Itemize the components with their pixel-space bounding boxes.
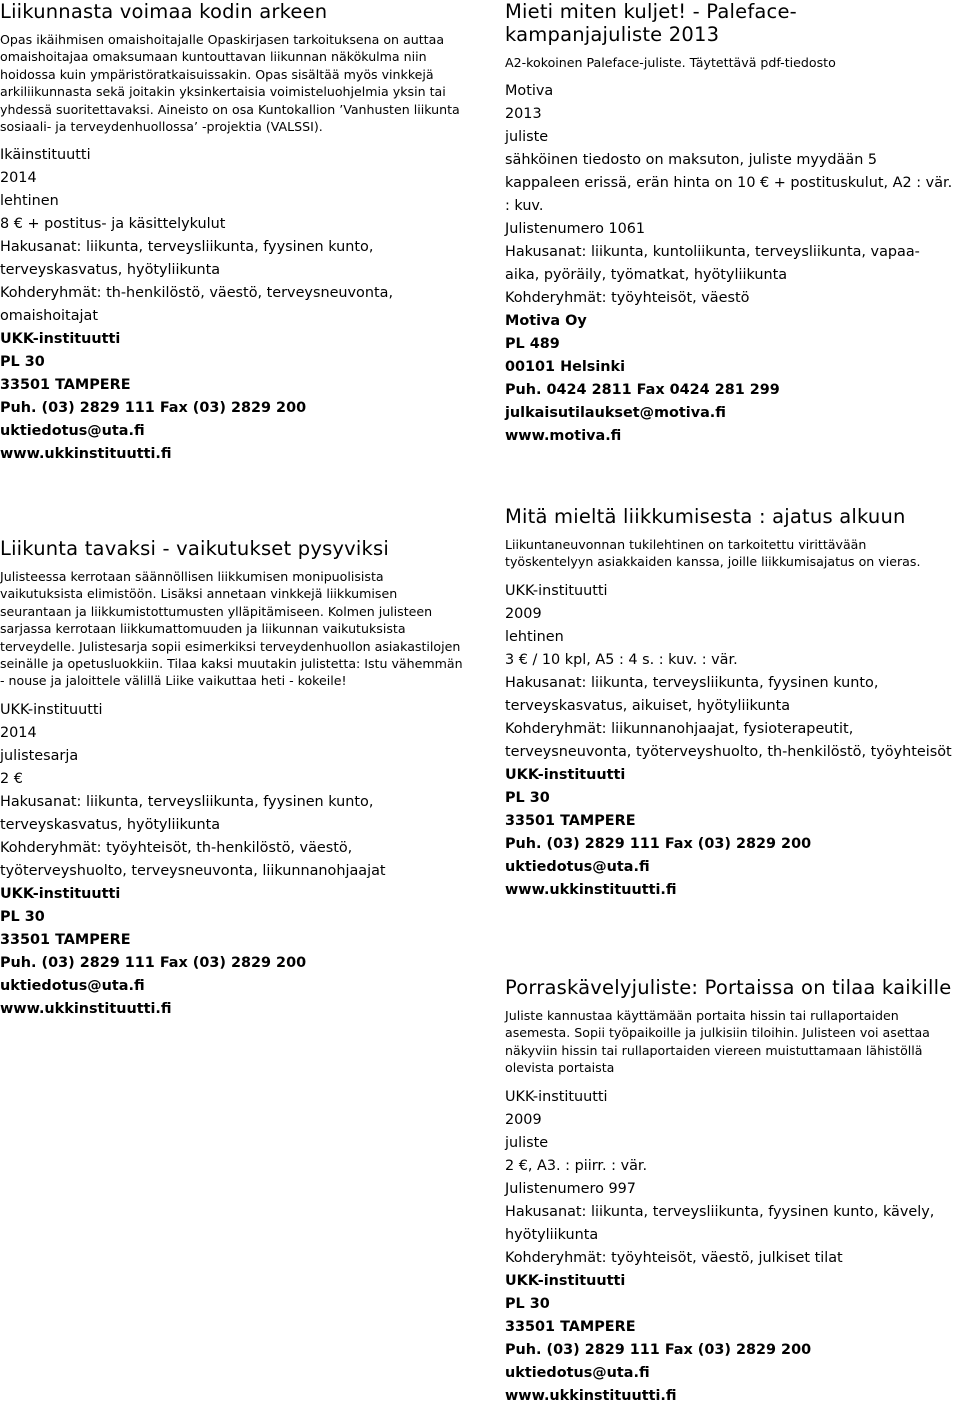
entry-audience: Kohderyhmät: työyhteisöt, väestö, julkiset tilat [505,1249,843,1266]
entry-price: 2 € [0,770,23,787]
entry-description: Opas ikäihmisen omaishoitajalle Opaskirjasen tarkoituksena on auttaa omaishoitajaa omaksumaan kuntouttavan liikunnan näkökulma niin hoidossa kuin ympäristöratkaisuissakin. Opas sisältää myös vinkkejä arkiliikunnasta sekä joitakin yksinkertaisia voimisteluohjelmia yksin tai yhdessä suoritettavaksi. Aineisto on osa Kuntokallion ’Vanhusten liikunta sosiaali- ja terveydenhuollossa’ -projektia (VALSSI). [0,32,460,135]
entry-description: Liikuntaneuvonnan tukilehtinen on tarkoitettu virittävään työskentelyyn asiakkaiden kanssa, joille liikkumisajatus on vieras. [505,537,921,570]
contact-org: UKK-instituutti [0,331,121,348]
entry-title: Porraskävelyjuliste: Portaissa on tilaa kaikille [505,976,952,999]
contact-email[interactable]: uktiedotus@uta.fi [505,858,650,875]
entry-number: Julistenumero 1061 [505,221,646,238]
entry-price: 2 €, A3. : piirr. : vär. [505,1157,648,1174]
entry-type: julistesarja [0,747,79,764]
contact-box: PL 30 [505,789,550,806]
entry-keywords: Hakusanat: liikunta, kuntoliikunta, terveysliikunta, vapaa-aika, pyöräily, työmatkat, hyötyliikunta [505,244,920,284]
contact-city: 33501 TAMPERE [505,812,636,829]
entry-price: 3 € / 10 kpl, A5 : 4 s. : kuv. : vär. [505,651,738,668]
entry-description: A2-kokoinen Paleface-juliste. Täytettävä pdf-tiedosto [505,55,836,70]
entry-price: sähköinen tiedosto on maksuton, juliste myydään 5 kappaleen erissä, erän hinta on 10 € + postituskulut, A2 : vär. : kuv. [505,152,953,215]
entry-type: lehtinen [0,193,59,210]
entry-audience: Kohderyhmät: th-henkilöstö, väestö, terveysneuvonta, omaishoitajat [0,285,394,325]
entry-publisher: UKK-instituutti [505,1088,608,1105]
catalog-entry [505,976,953,1408]
entry-keywords: Hakusanat: liikunta, terveysliikunta, fyysinen kunto, terveyskasvatus, aikuiset, hyötyliikunta [505,674,879,714]
contact-box: PL 30 [505,1295,550,1312]
contact-email[interactable]: uktiedotus@uta.fi [0,423,145,440]
contact-phone: Puh. 0424 2811 Fax 0424 281 299 [505,382,780,399]
entry-description: Julisteessa kerrotaan säännöllisen liikkumisen monipuolisista vaikutuksista elimistöön. Lisäksi annetaan vinkkejä liikkumisen seurantaan ja liikkumistottumusten ylläpitämiseen. Kolmen julisteen sarjassa kerrotaan liikkumattomuuden ja liikunnan vaikutuksista terveydelle. Julistesarja sopii esimerkiksi terveydenhuollon asiakastilojen seinälle ja opetusluokkiin. Tilaa kaksi muutakin julistetta: Istu vähemmän - nouse ja jaloittele välillä Liike vaikuttaa heti - kokeile! [0,569,463,689]
entry-year: 2014 [0,170,37,187]
contact-city: 33501 TAMPERE [505,1318,636,1335]
catalog-entry [505,0,953,448]
entry-keywords: Hakusanat: liikunta, terveysliikunta, fyysinen kunto, kävely, hyötyliikunta [505,1203,935,1243]
contact-email[interactable]: julkaisutilaukset@motiva.fi [505,405,726,422]
entry-title: Mieti miten kuljet! - Paleface-kampanjajuliste 2013 [505,0,797,46]
contact-email[interactable]: uktiedotus@uta.fi [505,1364,650,1381]
contact-box: PL 30 [0,354,45,371]
entry-keywords: Hakusanat: liikunta, terveysliikunta, fyysinen kunto, terveyskasvatus, hyötyliikunta [0,239,374,279]
entry-year: 2009 [505,605,542,622]
contact-phone: Puh. (03) 2829 111 Fax (03) 2829 200 [0,400,307,417]
entry-publisher: Ikäinstituutti [0,147,91,164]
entry-audience: Kohderyhmät: työyhteisöt, väestö [505,290,750,307]
contact-city: 33501 TAMPERE [0,931,131,948]
catalog-entry [0,537,470,1021]
contact-email[interactable]: uktiedotus@uta.fi [0,977,145,994]
entry-publisher: Motiva [505,83,554,100]
entry-year: 2009 [505,1111,542,1128]
entry-audience: Kohderyhmät: työyhteisöt, th-henkilöstö, väestö, työterveyshuolto, terveysneuvonta, liikunnanohjaajat [0,839,386,879]
catalog-entry [0,0,470,466]
entry-number: Julistenumero 997 [505,1180,636,1197]
contact-box: PL 489 [505,336,560,353]
entry-year: 2013 [505,106,542,123]
contact-org: UKK-instituutti [505,1272,626,1289]
contact-phone: Puh. (03) 2829 111 Fax (03) 2829 200 [505,1341,812,1358]
entry-title: Liikunnasta voimaa kodin arkeen [0,0,328,23]
entry-publisher: UKK-instituutti [505,582,608,599]
contact-website[interactable]: www.ukkinstituutti.fi [505,1387,677,1404]
entry-type: juliste [505,129,549,146]
entry-type: juliste [505,1134,549,1151]
entry-type: lehtinen [505,628,564,645]
contact-city: 33501 TAMPERE [0,377,131,394]
contact-org: Motiva Oy [505,313,587,330]
contact-box: PL 30 [0,908,45,925]
contact-website[interactable]: www.ukkinstituutti.fi [0,446,172,463]
entry-title: Liikunta tavaksi - vaikutukset pysyviksi [0,537,389,560]
entry-title: Mitä mieltä liikkumisesta : ajatus alkuun [505,505,906,528]
contact-org: UKK-instituutti [0,885,121,902]
contact-org: UKK-instituutti [505,766,626,783]
contact-phone: Puh. (03) 2829 111 Fax (03) 2829 200 [0,954,307,971]
entry-price: 8 € + postitus- ja käsittelykulut [0,216,226,233]
contact-website[interactable]: www.motiva.fi [505,428,622,445]
contact-phone: Puh. (03) 2829 111 Fax (03) 2829 200 [505,835,812,852]
catalog-entry [505,505,953,902]
entry-audience: Kohderyhmät: liikunnanohjaajat, fysioterapeutit, terveysneuvonta, työterveyshuolto, th-henkilöstö, työyhteisöt [505,720,952,760]
contact-website[interactable]: www.ukkinstituutti.fi [505,881,677,898]
contact-website[interactable]: www.ukkinstituutti.fi [0,1000,172,1017]
contact-city: 00101 Helsinki [505,359,626,376]
entry-description: Juliste kannustaa käyttämään portaita hissin tai rullaportaiden asemesta. Sopii työpaikoille ja julkisiin tiloihin. Julisteen voi asettaa näkyviin hissin tai rullaportaiden viereen muistuttamaan lähistöllä olevista portaista [505,1008,930,1076]
entry-publisher: UKK-instituutti [0,701,103,718]
entry-year: 2014 [0,724,37,741]
entry-keywords: Hakusanat: liikunta, terveysliikunta, fyysinen kunto, terveyskasvatus, hyötyliikunta [0,793,374,833]
